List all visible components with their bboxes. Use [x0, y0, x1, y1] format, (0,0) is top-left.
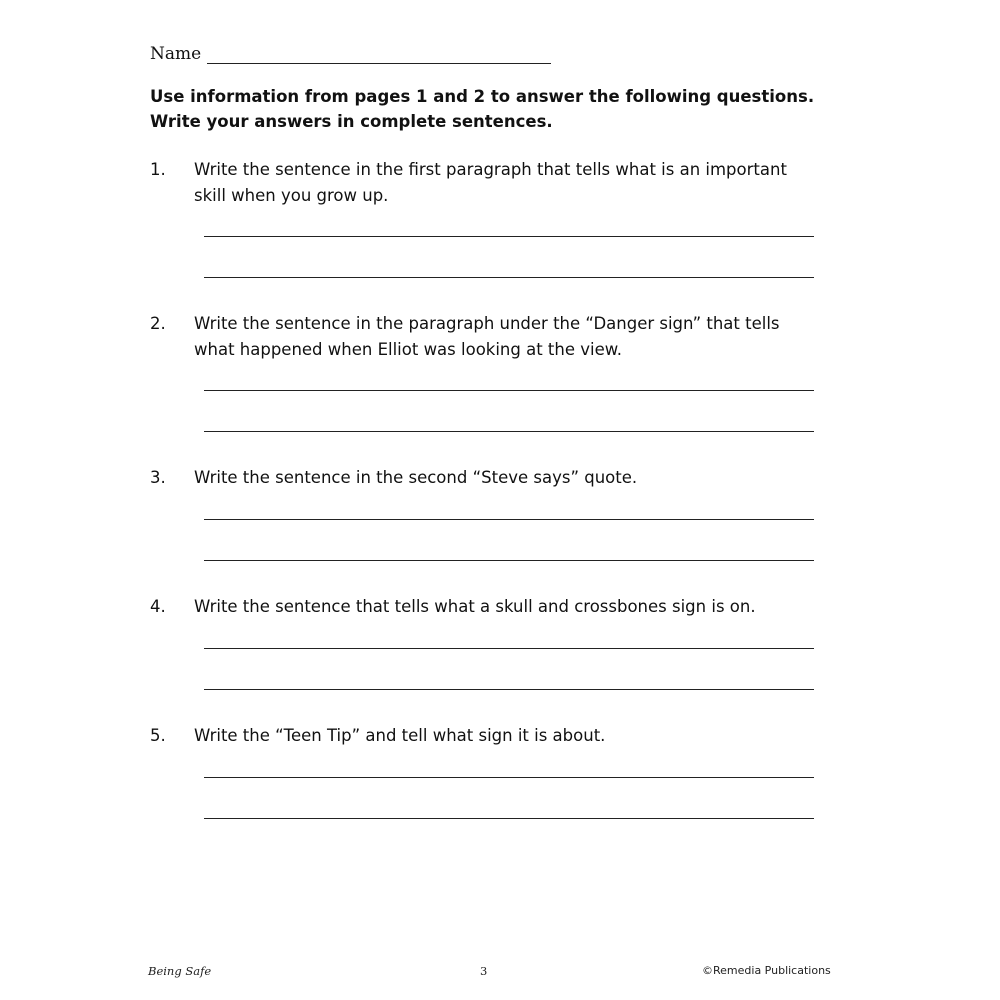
question-text: [194, 594, 834, 620]
question-text: [194, 311, 834, 363]
question-text: [194, 157, 834, 209]
answer-line-4a[interactable]: [204, 648, 814, 649]
question-line: Write the sentence in the first paragraph that tells what is an important: [194, 160, 787, 179]
question-line: Write the “Teen Tip” and tell what sign it is about.: [194, 726, 606, 745]
instructions: [150, 84, 870, 134]
answer-line-2a[interactable]: [204, 390, 814, 391]
question-text: [194, 723, 834, 749]
question-line: Write the sentence in the paragraph under the “Danger sign” that tells: [194, 314, 780, 333]
instruction-line-2: Write your answers in complete sentences.: [150, 112, 553, 131]
answer-line-3b[interactable]: [204, 560, 814, 561]
name-row: [150, 44, 551, 64]
answer-line-5a[interactable]: [204, 777, 814, 778]
footer-publisher: ©Remedia Publications: [702, 964, 831, 977]
question-text: [194, 465, 834, 491]
footer-title: Being Safe: [148, 964, 212, 978]
answer-line-1b[interactable]: [204, 277, 814, 278]
question-line: what happened when Elliot was looking at the view.: [194, 340, 622, 359]
answer-line-5b[interactable]: [204, 818, 814, 819]
question-number: 2.: [150, 314, 166, 333]
answer-line-1a[interactable]: [204, 236, 814, 237]
answer-line-3a[interactable]: [204, 519, 814, 520]
question-number: 5.: [150, 726, 166, 745]
question-number: 3.: [150, 468, 166, 487]
question-line: Write the sentence in the second “Steve says” quote.: [194, 468, 638, 487]
answer-line-2b[interactable]: [204, 431, 814, 432]
question-line: skill when you grow up.: [194, 186, 389, 205]
question-line: Write the sentence that tells what a skull and crossbones sign is on.: [194, 597, 756, 616]
name-label: Name: [150, 44, 202, 64]
instruction-line-1: Use information from pages 1 and 2 to answer the following questions.: [150, 87, 815, 106]
question-number: 1.: [150, 160, 166, 179]
answer-line-4b[interactable]: [204, 689, 814, 690]
question-number: 4.: [150, 597, 166, 616]
name-input-line[interactable]: [207, 45, 551, 64]
footer-page-number: 3: [480, 964, 488, 978]
